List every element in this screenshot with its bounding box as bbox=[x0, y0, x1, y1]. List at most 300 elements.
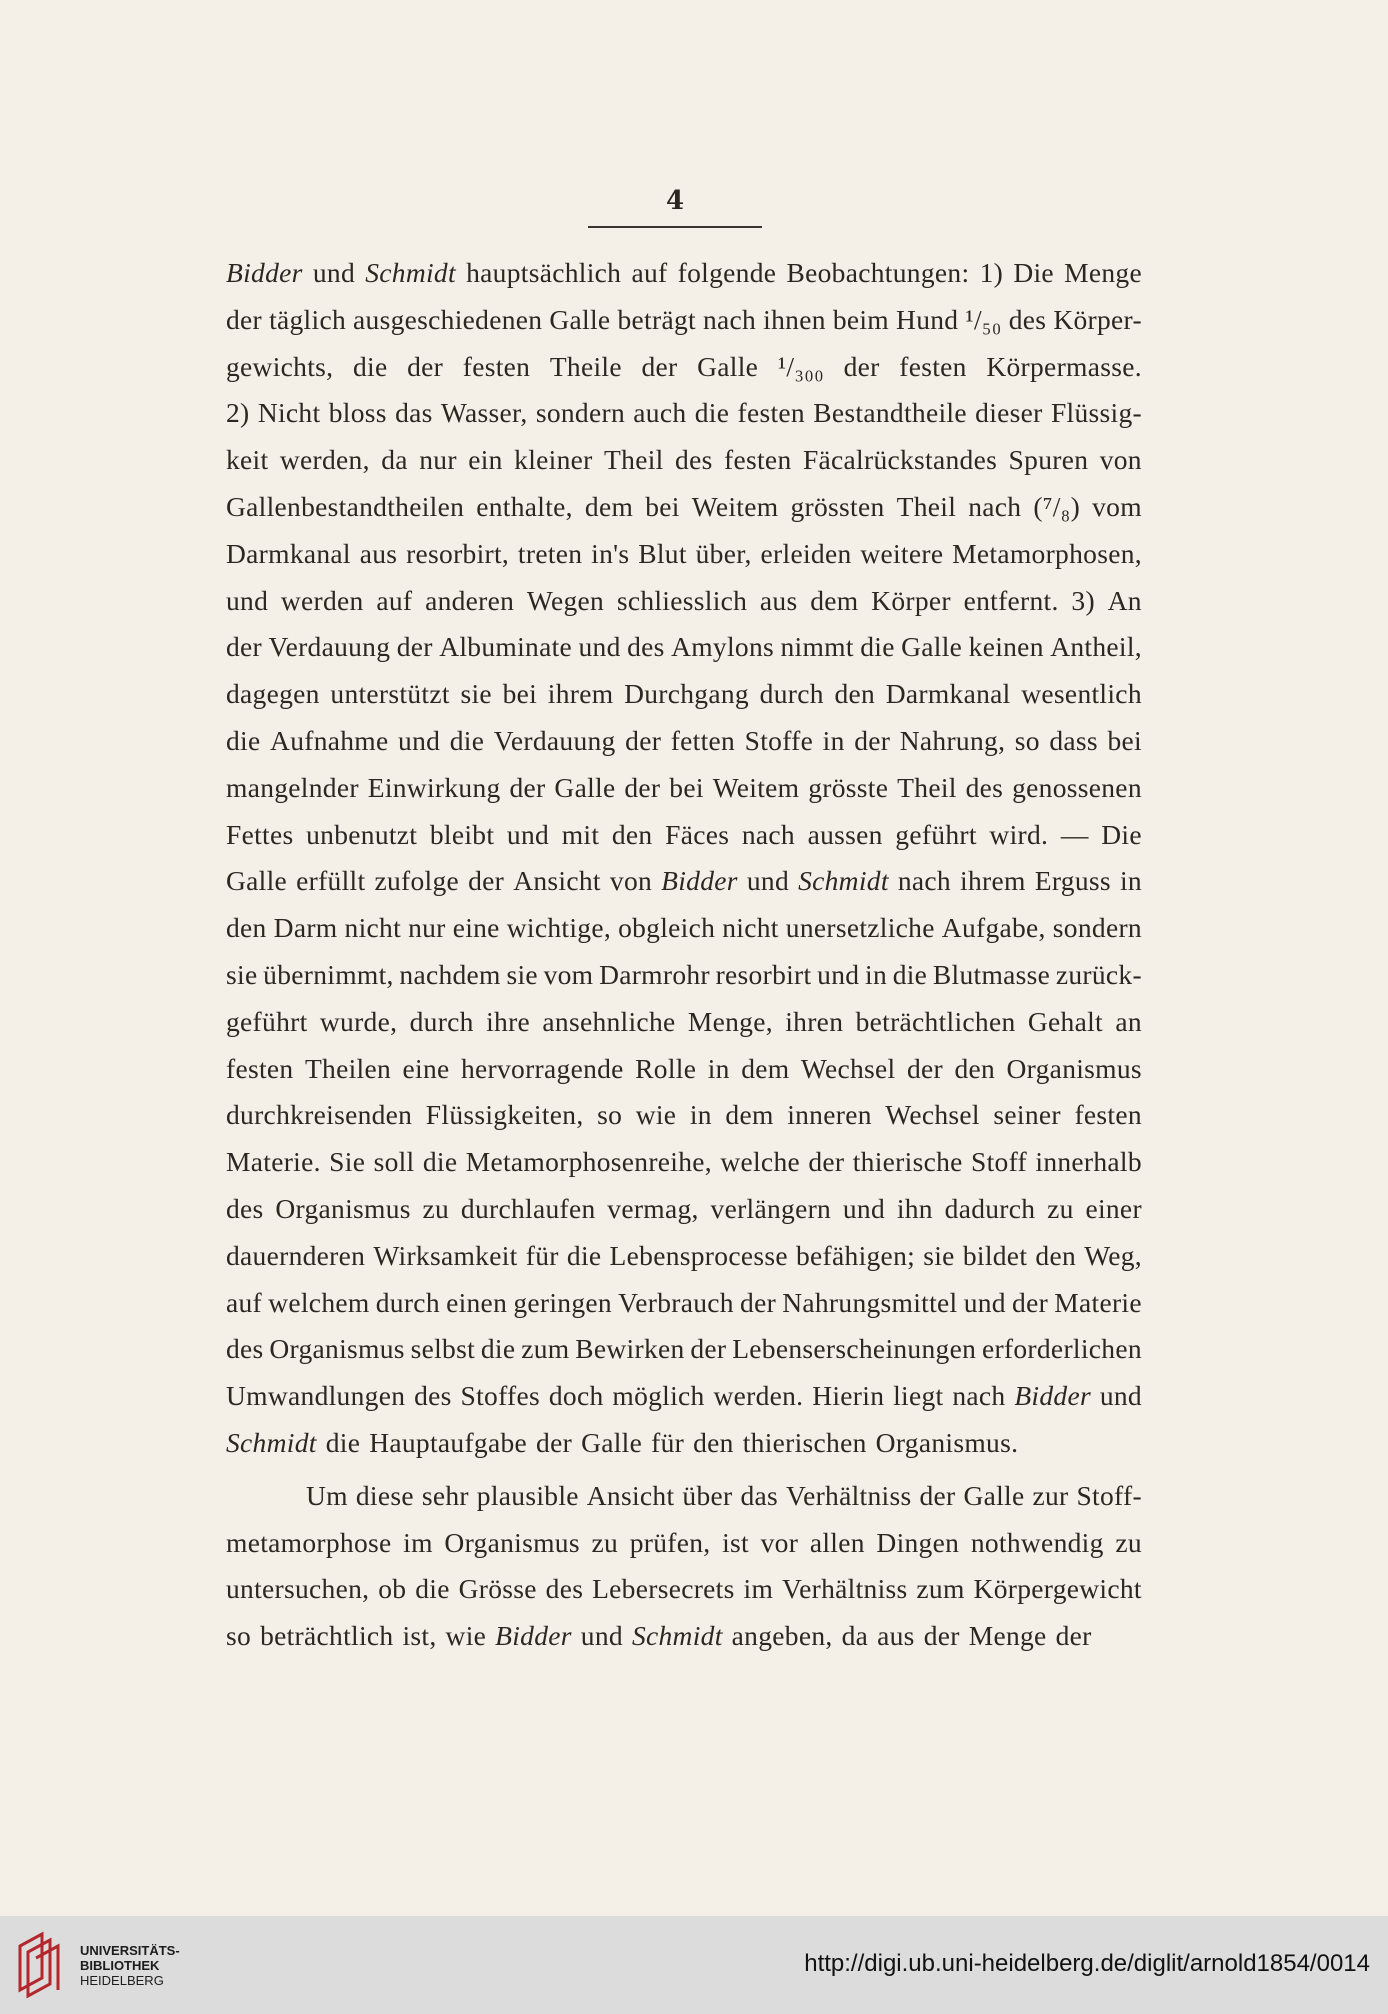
word: für bbox=[651, 1426, 685, 1458]
word: von bbox=[609, 865, 653, 897]
word: der bbox=[509, 771, 546, 803]
word: der bbox=[641, 350, 678, 382]
word: Aufgabe, bbox=[941, 912, 1046, 944]
text-line bbox=[226, 297, 1142, 344]
word: Verdauung bbox=[268, 631, 391, 663]
word: zu bbox=[422, 1192, 450, 1224]
word: beträchtlich bbox=[260, 1620, 394, 1652]
word: an bbox=[1115, 1005, 1142, 1037]
word: ihre bbox=[486, 1005, 531, 1037]
word: dem bbox=[584, 490, 634, 522]
text-line bbox=[226, 765, 1142, 812]
word: die bbox=[860, 631, 895, 663]
word: die bbox=[892, 958, 928, 990]
word: Die bbox=[1101, 818, 1142, 850]
text-line bbox=[226, 578, 1142, 625]
word: der bbox=[923, 1620, 960, 1652]
word: der bbox=[1055, 1620, 1092, 1652]
word: sie bbox=[460, 678, 492, 710]
text-line bbox=[226, 905, 1142, 952]
word: Grösse bbox=[458, 1573, 537, 1605]
word: An bbox=[1107, 584, 1142, 616]
word: die bbox=[422, 1146, 458, 1178]
word: treten bbox=[517, 537, 583, 569]
word: prüfen, bbox=[629, 1526, 711, 1558]
text-line bbox=[226, 1520, 1142, 1567]
text-line bbox=[226, 250, 1142, 297]
word: nach bbox=[897, 865, 951, 897]
text-line bbox=[226, 344, 1142, 391]
word: Dingen bbox=[876, 1526, 960, 1558]
word: Wechsel bbox=[885, 1099, 980, 1131]
word: die bbox=[480, 1333, 516, 1365]
word: bleibt bbox=[429, 818, 495, 850]
word: der bbox=[919, 1479, 956, 1511]
word: in bbox=[822, 724, 845, 756]
word: resorbirt bbox=[715, 958, 812, 990]
author-name: Schmidt bbox=[226, 1426, 317, 1458]
word: bei bbox=[645, 490, 680, 522]
word: Organismus bbox=[1006, 1052, 1142, 1084]
word: geführt bbox=[226, 1005, 308, 1037]
word: ob bbox=[378, 1573, 407, 1605]
library-name bbox=[80, 1943, 180, 1988]
word: nach bbox=[702, 303, 757, 335]
word: durch bbox=[375, 1286, 440, 1318]
word: — bbox=[1060, 818, 1089, 850]
word: weitere bbox=[860, 537, 944, 569]
word: Stoffes bbox=[460, 1380, 541, 1412]
word: Amylons bbox=[671, 631, 775, 663]
word: der bbox=[226, 631, 263, 663]
word: thierische bbox=[852, 1146, 963, 1178]
word: werden bbox=[280, 584, 364, 616]
word: thierischen bbox=[742, 1426, 867, 1458]
word: und bbox=[312, 257, 356, 288]
text-line bbox=[226, 1373, 1142, 1420]
word: Stoff bbox=[971, 1146, 1028, 1178]
word: den bbox=[834, 678, 876, 710]
word: sie bbox=[923, 1239, 955, 1271]
word: ihrem bbox=[547, 678, 614, 710]
word: Darm bbox=[273, 912, 338, 944]
text-line bbox=[226, 1139, 1142, 1186]
text-line bbox=[226, 718, 1142, 765]
word: Nicht bbox=[257, 397, 321, 429]
word: der bbox=[740, 1286, 777, 1318]
word: in bbox=[707, 1052, 730, 1084]
word: des bbox=[965, 771, 1004, 803]
text-line bbox=[226, 999, 1142, 1046]
word: Darmkanal bbox=[885, 678, 1011, 710]
text-line bbox=[226, 1233, 1142, 1280]
word: anderen bbox=[425, 584, 515, 616]
word: die bbox=[325, 1426, 361, 1458]
word: sie bbox=[226, 958, 258, 990]
text-line bbox=[226, 671, 1142, 718]
word: aus bbox=[759, 584, 798, 616]
page-number: 4 bbox=[665, 186, 685, 216]
text-line bbox=[226, 1280, 1142, 1327]
word: soll bbox=[373, 1146, 415, 1178]
word: verlängern bbox=[710, 1192, 832, 1224]
word: vom bbox=[543, 958, 594, 990]
word: grössten bbox=[790, 490, 885, 522]
word: Galle bbox=[554, 771, 616, 803]
word: unterstützt bbox=[330, 678, 450, 710]
word: hauptsächlich bbox=[466, 257, 622, 288]
word: geführt bbox=[895, 818, 977, 850]
word: vor bbox=[760, 1526, 799, 1558]
word: beträchtlichen bbox=[855, 1005, 1016, 1037]
word: dem bbox=[725, 1099, 774, 1131]
word: Wirksamkeit bbox=[373, 1239, 518, 1271]
word: 3) bbox=[1071, 584, 1095, 616]
word: der bbox=[407, 350, 444, 382]
word: Körpergewicht bbox=[973, 1573, 1142, 1605]
word: Verhältniss bbox=[782, 1573, 908, 1605]
word: der bbox=[226, 303, 263, 335]
author-name: Schmidt bbox=[631, 1620, 723, 1652]
text-line bbox=[226, 1566, 1142, 1613]
word: Hauptaufgabe bbox=[369, 1426, 528, 1458]
word: Fettes bbox=[226, 818, 294, 850]
text-line bbox=[226, 390, 1142, 437]
word: dauernderen bbox=[226, 1239, 366, 1271]
word: der bbox=[396, 631, 433, 663]
word: Hund bbox=[896, 303, 959, 335]
word: durchlaufen bbox=[460, 1192, 596, 1224]
word: Verhältniss bbox=[785, 1479, 912, 1511]
word: Materie bbox=[1054, 1286, 1142, 1318]
word: der bbox=[843, 350, 880, 382]
word: Darmkanal bbox=[226, 537, 351, 569]
word: der bbox=[690, 1333, 727, 1365]
word: den bbox=[693, 1426, 734, 1458]
word: Blut bbox=[638, 537, 687, 569]
word: hervorragende bbox=[460, 1052, 624, 1084]
word: angeben, bbox=[731, 1620, 833, 1652]
word: festen bbox=[1074, 1099, 1142, 1131]
word: aussen bbox=[807, 818, 883, 850]
word: diese bbox=[355, 1479, 414, 1511]
word: der bbox=[808, 1146, 845, 1178]
word: welchem bbox=[268, 1286, 370, 1318]
author-name: Schmidt bbox=[365, 257, 456, 288]
word: möglich bbox=[612, 1380, 705, 1412]
word: metamorphose bbox=[226, 1526, 392, 1558]
word: einer bbox=[1085, 1192, 1142, 1224]
word: und bbox=[578, 631, 621, 663]
library-name-line-3: HEIDELBERG bbox=[80, 1973, 164, 1988]
word: zu bbox=[591, 1526, 619, 1558]
word: grösste bbox=[808, 771, 889, 803]
word: Rolle bbox=[635, 1052, 697, 1084]
text-line bbox=[226, 858, 1142, 905]
word: zum bbox=[521, 1333, 570, 1365]
text-line bbox=[226, 1186, 1142, 1233]
word: unersetzliche bbox=[785, 912, 935, 944]
word: über, bbox=[695, 537, 752, 569]
word: doch bbox=[548, 1380, 604, 1412]
word: festen bbox=[724, 444, 792, 476]
word: Galle bbox=[581, 1426, 643, 1458]
word: Fäcalrückstandes bbox=[802, 444, 998, 476]
word: die bbox=[226, 724, 261, 756]
word: Weg, bbox=[1084, 1239, 1142, 1271]
word: der bbox=[625, 724, 662, 756]
word: so bbox=[597, 1099, 623, 1131]
word: Organismus bbox=[269, 1333, 405, 1365]
word: ist bbox=[722, 1526, 749, 1558]
word: Einwirkung bbox=[367, 771, 501, 803]
word: sie bbox=[506, 958, 538, 990]
word: wie bbox=[445, 1620, 487, 1652]
word: den bbox=[226, 912, 267, 944]
word: ihren bbox=[785, 1005, 844, 1037]
word: nur bbox=[419, 444, 457, 476]
library-name-line-2: BIBLIOTHEK bbox=[80, 1958, 160, 1973]
word: mit bbox=[561, 818, 600, 850]
word: Theil bbox=[604, 444, 664, 476]
word: Sie bbox=[329, 1146, 366, 1178]
text-line bbox=[226, 624, 1142, 671]
word: Menge, bbox=[687, 1005, 773, 1037]
word: Menge bbox=[1064, 257, 1142, 288]
word: nicht bbox=[722, 912, 779, 944]
word: erforderlichen bbox=[981, 1333, 1142, 1365]
text-line bbox=[226, 1326, 1142, 1373]
word: Gehalt bbox=[1027, 1005, 1103, 1037]
word: 1) bbox=[979, 257, 1004, 288]
word: Theile bbox=[549, 350, 622, 382]
word: Stoff- bbox=[1076, 1479, 1142, 1511]
word: die bbox=[694, 397, 730, 429]
word: Bestandtheile bbox=[813, 397, 967, 429]
word: ist, bbox=[402, 1620, 437, 1652]
word: Wasser, bbox=[440, 397, 528, 429]
word: zu bbox=[1047, 1192, 1074, 1224]
word: festen bbox=[737, 397, 805, 429]
word: die bbox=[415, 1573, 450, 1605]
word: Ansicht bbox=[586, 1479, 675, 1511]
word: Antheil, bbox=[1050, 631, 1142, 663]
source-url-link[interactable]: http://digi.ub.uni-heidelberg.de/diglit/arnold1854/0014 bbox=[804, 1950, 1370, 1977]
word: nach bbox=[952, 1380, 1006, 1412]
word: der bbox=[536, 1426, 573, 1458]
word: Wegen bbox=[526, 584, 605, 616]
word: Metamorphosenreihe, bbox=[465, 1146, 712, 1178]
word: und bbox=[506, 818, 550, 850]
word: zu bbox=[1115, 1526, 1142, 1558]
word: bloss bbox=[328, 397, 387, 429]
word: Umwandlungen bbox=[226, 1380, 406, 1412]
word: liegt bbox=[893, 1380, 944, 1412]
word: in bbox=[1119, 865, 1142, 897]
word: werden, bbox=[279, 444, 370, 476]
word: Nahrung, bbox=[899, 724, 1006, 756]
word: von bbox=[1099, 444, 1142, 476]
word: dagegen bbox=[226, 678, 320, 710]
word: und bbox=[226, 584, 269, 616]
word: Ansicht bbox=[513, 865, 601, 897]
word: auf bbox=[376, 584, 413, 616]
word: die bbox=[449, 724, 485, 756]
word: unbenutzt bbox=[306, 818, 418, 850]
word: plausible bbox=[476, 1479, 579, 1511]
word: der bbox=[468, 865, 505, 897]
word: ausgeschiedenen bbox=[353, 303, 543, 335]
word: sondern bbox=[1052, 912, 1142, 944]
word: den bbox=[611, 818, 653, 850]
word: Lebersecrets bbox=[592, 1573, 735, 1605]
word: Beobachtungen: bbox=[786, 257, 970, 288]
word: Körpermasse. bbox=[986, 350, 1142, 382]
word: seiner bbox=[993, 1099, 1061, 1131]
word: auf bbox=[226, 1286, 263, 1318]
word: aus bbox=[359, 537, 398, 569]
word: kleiner bbox=[514, 444, 593, 476]
word: beträgt bbox=[617, 303, 696, 335]
word: ¹/₃₀₀ bbox=[777, 350, 824, 382]
word: und bbox=[963, 1286, 1006, 1318]
author-name: Bidder bbox=[495, 1620, 572, 1652]
word: bei bbox=[1107, 724, 1142, 756]
word: Galle bbox=[901, 631, 963, 663]
word: auch bbox=[633, 397, 687, 429]
word: Erguss bbox=[1034, 865, 1111, 897]
word: entfernt. bbox=[963, 584, 1059, 616]
footer-bar bbox=[0, 1916, 1388, 2014]
word: (⁷/₈) bbox=[1033, 490, 1081, 522]
word: genossenen bbox=[1012, 771, 1142, 803]
text-line bbox=[226, 812, 1142, 859]
word: ¹/₅₀ bbox=[965, 303, 1002, 335]
word: einen bbox=[446, 1286, 508, 1318]
word: Materie. bbox=[226, 1146, 321, 1178]
text-line bbox=[226, 531, 1142, 578]
word: fetten bbox=[670, 724, 736, 756]
word: da bbox=[841, 1620, 869, 1652]
word: nach bbox=[968, 490, 1022, 522]
body-text bbox=[226, 250, 1142, 1660]
word: Verdauung bbox=[493, 724, 616, 756]
word: des bbox=[627, 631, 665, 663]
word: und bbox=[580, 1620, 623, 1652]
word: nothwendig bbox=[970, 1526, 1104, 1558]
word: Verbrauch bbox=[618, 1286, 734, 1318]
word: folgende bbox=[677, 257, 777, 288]
word: festen bbox=[899, 350, 967, 382]
word: durchkreisenden bbox=[226, 1099, 413, 1131]
word: Hierin bbox=[812, 1380, 885, 1412]
word: Theil bbox=[897, 771, 957, 803]
word: aus bbox=[877, 1620, 915, 1652]
author-name: Bidder bbox=[226, 257, 303, 288]
word: ihrem bbox=[960, 865, 1026, 897]
word: zur bbox=[1032, 1479, 1069, 1511]
word: Galle bbox=[549, 303, 611, 335]
word: wesentlich bbox=[1021, 678, 1142, 710]
word: ansehnliche bbox=[542, 1005, 676, 1037]
author-name: Schmidt bbox=[798, 865, 889, 897]
word: keinen bbox=[968, 631, 1044, 663]
word: ihn bbox=[896, 1192, 933, 1224]
word: bei bbox=[669, 771, 704, 803]
word: das bbox=[740, 1479, 778, 1511]
word: sehr bbox=[421, 1479, 469, 1511]
word: Albuminate bbox=[439, 631, 573, 663]
word: ein bbox=[468, 444, 503, 476]
text-line bbox=[226, 1046, 1142, 1093]
word: Weitem bbox=[712, 771, 800, 803]
header-rule bbox=[588, 226, 762, 228]
library-name-line-1: UNIVERSITÄTS- bbox=[80, 1943, 180, 1958]
word: werden. bbox=[713, 1380, 804, 1412]
word: Theil bbox=[896, 490, 957, 522]
word: Gallenbestandtheilen bbox=[226, 490, 465, 522]
word: dem bbox=[810, 584, 859, 616]
word: und bbox=[1099, 1380, 1142, 1412]
word: vom bbox=[1092, 490, 1142, 522]
word: durch bbox=[409, 1005, 474, 1037]
word: so bbox=[226, 1620, 252, 1652]
text-line bbox=[226, 1613, 1142, 1660]
word: Nahrungsmittel bbox=[782, 1286, 958, 1318]
word: obgleich bbox=[618, 912, 716, 944]
word: nachdem bbox=[399, 958, 501, 990]
text-line bbox=[226, 1420, 1142, 1467]
word: Blutmasse bbox=[932, 958, 1051, 990]
word: nicht bbox=[344, 912, 402, 944]
word: untersuchen, bbox=[226, 1573, 370, 1605]
word: Galle bbox=[963, 1479, 1025, 1511]
word: übernimmt, bbox=[263, 958, 394, 990]
text-line bbox=[226, 1473, 1142, 1520]
text-line bbox=[226, 437, 1142, 484]
word: Um bbox=[306, 1479, 348, 1511]
word: des bbox=[414, 1380, 452, 1412]
word: zufolge bbox=[374, 865, 460, 897]
word: des bbox=[226, 1192, 264, 1224]
author-name: Bidder bbox=[661, 865, 738, 897]
word: Galle bbox=[697, 350, 759, 382]
word: dieser bbox=[975, 397, 1043, 429]
word: ihnen bbox=[763, 303, 826, 335]
word: des bbox=[1008, 303, 1047, 335]
word: das bbox=[395, 397, 433, 429]
word: da bbox=[381, 444, 408, 476]
word: erleiden bbox=[760, 537, 852, 569]
word: Flüssigkeiten, bbox=[425, 1099, 584, 1131]
word: nur bbox=[408, 912, 446, 944]
word: festen bbox=[226, 1052, 294, 1084]
word: und bbox=[842, 1192, 886, 1224]
word: durch bbox=[759, 678, 824, 710]
word: in bbox=[689, 1099, 712, 1131]
word: enthalte, bbox=[476, 490, 573, 522]
word: welche bbox=[720, 1146, 800, 1178]
word: beim bbox=[832, 303, 889, 335]
word: resorbirt, bbox=[406, 537, 510, 569]
word: der bbox=[906, 1052, 943, 1084]
word: Lebenserscheinungen bbox=[732, 1333, 977, 1365]
word: nimmt bbox=[780, 631, 854, 663]
word: Durchgang bbox=[624, 678, 749, 710]
text-line bbox=[226, 952, 1142, 999]
word: Lebensprocesse bbox=[609, 1239, 788, 1271]
word: wichtige, bbox=[506, 912, 612, 944]
